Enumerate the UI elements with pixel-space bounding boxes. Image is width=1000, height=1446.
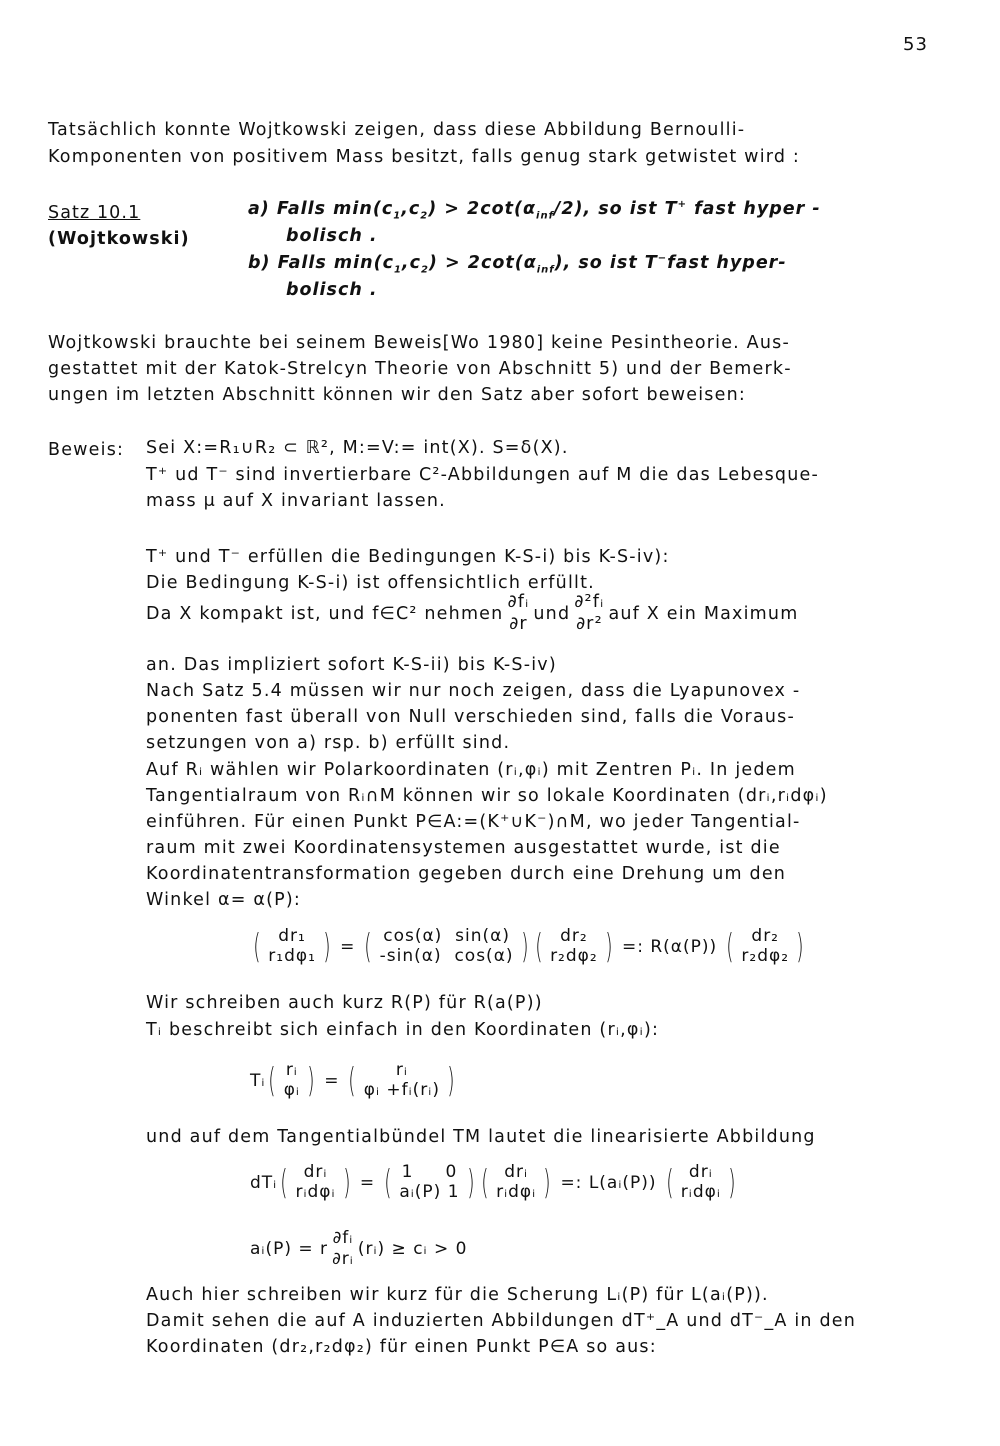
claim-b-tail: ), so ist T xyxy=(554,253,658,273)
equation-definition: =: L(aᵢ(P)) xyxy=(560,1173,657,1193)
para2-line-1: Wojtkowski brauchte bei seinem Beweis[Wo 1980] keine Pesintheorie. Aus- xyxy=(48,333,790,353)
vector-entry: φᵢ xyxy=(283,1080,300,1100)
vector-entry: drᵢ xyxy=(688,1162,713,1183)
proof-line-13: raum mit zwei Koordinatensystemen ausgestattet wurde, ist die xyxy=(146,838,781,858)
claim-b-head: b) Falls min(c xyxy=(248,253,394,273)
proof-line-21: Koordinaten (dr₂,r₂dφ₂) für einen Punkt P∈A so aus: xyxy=(146,1337,657,1357)
fraction-denominator: ∂r xyxy=(509,613,528,634)
fraction-numerator: ∂fᵢ xyxy=(332,1228,354,1248)
proof-line-20: Damit sehen die auf A induzierten Abbildungen dT⁺_A und dT⁻_A in den xyxy=(146,1311,857,1331)
vector-entry: drᵢ xyxy=(303,1162,328,1183)
proof-line-11: Tangentialraum von Rᵢ∩M können wir so lokale Koordinaten (drᵢ,rᵢdφᵢ) xyxy=(146,786,828,806)
proof-line-16: Wir schreiben auch kurz R(P) für R(a(P)) xyxy=(146,993,543,1013)
vector-entry: rᵢdφᵢ xyxy=(295,1182,336,1202)
equation-linearized: dTᵢ ( drᵢ rᵢdφᵢ ) = ( 1 0 aᵢ(P) 1 ) ( drᵢ rᵢdφᵢ ) =: L(aᵢ(P)) ( drᵢ rᵢdφᵢ ) xyxy=(250,1162,736,1203)
proof-line-18: und auf dem Tangentialbündel TM lautet die linearisierte Abbildung xyxy=(146,1127,816,1147)
vector-entry: dr₂ xyxy=(751,926,780,947)
vector-entry: drᵢ xyxy=(504,1162,529,1183)
proof-label: Beweis: xyxy=(48,440,125,460)
matrix-entry: aᵢ(P) xyxy=(399,1182,442,1202)
page-number: 53 xyxy=(903,34,928,55)
vector-result xyxy=(681,1163,721,1202)
claim-b-rest: ) > 2cot(α xyxy=(428,253,537,273)
proof-line-2b: mass μ auf X invariant lassen. xyxy=(146,491,446,511)
vector-right xyxy=(550,927,598,966)
theorem-label: Satz 10.1 xyxy=(48,203,141,223)
vector-entry: rᵢdφᵢ xyxy=(496,1182,537,1202)
theorem-author: (Wojtkowski) xyxy=(48,229,190,249)
proof-line-4: Die Bedingung K-S-i) ist offensichtlich erfüllt. xyxy=(146,573,595,593)
equation-rhs: (rᵢ) ≥ cᵢ > 0 xyxy=(357,1239,468,1260)
equation-map: Tᵢ ( rᵢ φᵢ ) = ( rᵢ φᵢ +fᵢ(rᵢ) ) xyxy=(250,1060,456,1101)
proof-line-17: Tᵢ beschreibt sich einfach in den Koordinaten (rᵢ,φᵢ): xyxy=(146,1020,660,1040)
claim-a-tail: /2), so ist T xyxy=(553,199,678,219)
para2-line-2: gestattet mit der Katok-Strelcyn Theorie von Abschnitt 5) und der Bemerk- xyxy=(48,359,792,379)
claim-b-end: fast hyper- xyxy=(667,253,787,273)
equation-shear-coefficient xyxy=(250,1228,467,1271)
proof-line-3: T⁺ und T⁻ erfüllen die Bedingungen K-S-i) bis K-S-iv): xyxy=(146,547,670,567)
vector-left xyxy=(268,927,316,966)
vector-entry: rᵢdφᵢ xyxy=(680,1182,721,1202)
matrix-entry: 0 xyxy=(445,1162,458,1183)
proof-line-7: Nach Satz 5.4 müssen wir nur noch zeigen, dass die Lyapunovex - xyxy=(146,681,801,701)
matrix-entry: sin(α) xyxy=(455,926,510,947)
equation-lhs: aᵢ(P) = r xyxy=(250,1239,329,1260)
claim-a-end: fast hyper - xyxy=(694,199,821,219)
proof-line-6: an. Das impliziert sofort K-S-ii) bis K-S-iv) xyxy=(146,655,557,675)
fraction-denominator: ∂r² xyxy=(575,613,603,634)
line5-b: und xyxy=(533,603,571,624)
proof-line-9: setzungen von a) rsp. b) erfüllt sind. xyxy=(146,733,511,753)
vector-entry: r₁dφ₁ xyxy=(268,946,316,966)
rotation-matrix xyxy=(380,927,514,966)
fraction-numerator: ∂fᵢ xyxy=(507,592,530,612)
proof-line-14: Koordinatentransformation gegeben durch eine Drehung um den xyxy=(146,864,787,884)
matrix-entry: 1 xyxy=(401,1162,414,1183)
fraction-df-dr xyxy=(507,592,529,636)
vector-entry: rᵢ xyxy=(395,1060,408,1081)
matrix-entry: cos(α) xyxy=(454,946,514,966)
line5-c: auf X ein Maximum xyxy=(608,603,799,624)
claim-b-line2: bolisch . xyxy=(286,280,378,300)
theorem-claim-b: b) Falls $\min(c_1,c_2) > 2\cot(\alpha_{inf})$, so ist T−fast hyper- xyxy=(248,253,787,276)
matrix-entry: 1 xyxy=(447,1182,460,1202)
equation-rotation: ( dr₁ r₁dφ₁ ) = ( cos(α) sin(α) -sin(α) cos(α) ) ( dr₂ r₂dφ₂ ) =: R(α(P)) ( dr₂ r₂dφ₂ ) xyxy=(253,926,805,967)
claim-a-rest: ) > 2cot(α xyxy=(428,199,537,219)
proof-line-15: Winkel α= α(P): xyxy=(146,890,301,910)
vector-input xyxy=(284,1061,300,1100)
intro-line-1: Tatsächlich konnte Wojtkowski zeigen, dass diese Abbildung Bernoulli- xyxy=(48,120,746,140)
proof-line-5 xyxy=(146,592,798,636)
claim-a-line2: bolisch . xyxy=(286,226,378,246)
vector-result xyxy=(741,927,789,966)
claim-a-head: a) Falls min(c xyxy=(248,199,394,219)
vector-entry: rᵢ xyxy=(285,1060,298,1081)
line5-a: Da X kompakt ist, und f∈C² nehmen xyxy=(146,603,504,624)
proof-line-12: einführen. Für einen Punkt P∈A:=(K⁺∪K⁻)∩M, wo jeder Tangential- xyxy=(146,812,801,832)
fraction-df-dri xyxy=(332,1228,354,1271)
shear-matrix xyxy=(399,1163,459,1202)
vector-input xyxy=(295,1163,335,1202)
proof-line-10: Auf Rᵢ wählen wir Polarkoordinaten (rᵢ,φᵢ) mit Zentren Pᵢ. In jedem xyxy=(146,760,796,780)
para2-line-3: ungen im letzten Abschnitt können wir den Satz aber sofort beweisen: xyxy=(48,385,746,405)
fraction-d2f-dr2 xyxy=(574,592,604,636)
map-symbol: Tᵢ xyxy=(250,1071,266,1091)
matrix-entry: -sin(α) xyxy=(379,946,442,966)
vector-entry: φᵢ +fᵢ(rᵢ) xyxy=(363,1080,440,1100)
vector-entry: dr₁ xyxy=(278,926,306,947)
matrix-entry: cos(α) xyxy=(383,926,443,947)
vector-entry: dr₂ xyxy=(560,926,588,947)
vector-entry: r₂dφ₂ xyxy=(741,946,790,966)
fraction-denominator: ∂rᵢ xyxy=(332,1249,354,1270)
vector-output xyxy=(364,1061,440,1100)
fraction-numerator: ∂²fᵢ xyxy=(574,592,605,612)
map-symbol: dTᵢ xyxy=(250,1173,278,1193)
proof-line-19: Auch hier schreiben wir kurz für die Scherung Lᵢ(P) für L(aᵢ(P)). xyxy=(146,1285,769,1305)
proof-line-1: Sei X:=R₁∪R₂ ⊂ ℝ², M:=V:= int(X). S=δ(X). xyxy=(146,438,569,458)
intro-line-2: Komponenten von positivem Mass besitzt, falls genug stark getwistet wird : xyxy=(48,147,801,167)
vector-right xyxy=(496,1163,536,1202)
vector-entry: r₂dφ₂ xyxy=(550,946,598,966)
proof-line-2a: T⁺ ud T⁻ sind invertierbare C²-Abbildungen auf M die das Lebesque- xyxy=(146,465,820,485)
proof-line-8: ponenten fast überall von Null verschieden sind, falls die Voraus- xyxy=(146,707,795,727)
theorem-claim-a: a) Falls $\min(c_1,c_2) > 2\cot(\alpha_{inf}/2)$, so ist T+ fast hyper - xyxy=(248,199,821,222)
equation-definition: =: R(α(P)) xyxy=(621,937,718,957)
